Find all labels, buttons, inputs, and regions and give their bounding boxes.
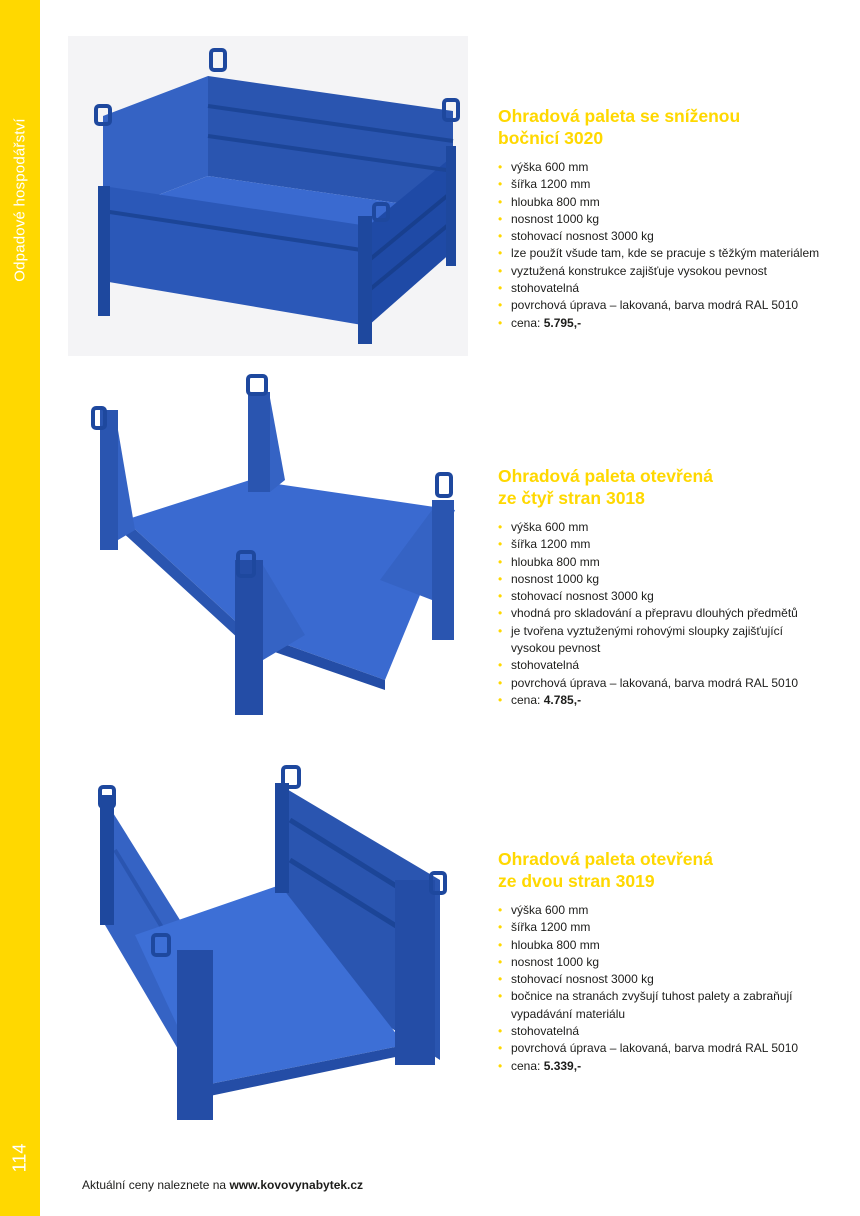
feature-item: • vhodná pro skladování a přepravu dlouhých předmětů: [498, 605, 838, 622]
price-label: cena:: [511, 1058, 544, 1073]
product-info-3019: [498, 848, 838, 1075]
feature-item: • šířka 1200 mm: [498, 919, 838, 936]
price-value: 4.785,-: [543, 692, 582, 707]
product-title-line-1: Ohradová paleta otevřená: [498, 466, 713, 486]
feature-item: • nosnost 1000 kg: [498, 211, 838, 228]
feature-item: • lze použít všude tam, kde se pracuje s těžkým materiálem: [498, 245, 838, 262]
price-item: [498, 1058, 838, 1075]
price-label: cena:: [511, 692, 544, 707]
feature-item: • stohovatelná: [498, 1023, 838, 1040]
product-image-3020: [68, 36, 468, 356]
product-title-line-1: Ohradová paleta otevřená: [498, 849, 713, 869]
product-title-line-2: ze dvou stran 3019: [498, 871, 655, 891]
feature-item: • stohovací nosnost 3000 kg: [498, 588, 838, 605]
feature-item: • výška 600 mm: [498, 519, 838, 536]
sidebar: [0, 0, 40, 1216]
price-value: 5.339,-: [543, 1058, 582, 1073]
footer-text: Aktuální ceny naleznete na: [82, 1178, 230, 1192]
product-title-line-1: Ohradová paleta se sníženou: [498, 106, 741, 126]
website-link[interactable]: www.kovovynabytek.cz: [229, 1178, 364, 1192]
product-title-line-2: ze čtyř stran 3018: [498, 488, 645, 508]
feature-list: [498, 159, 838, 332]
feature-item: • šířka 1200 mm: [498, 536, 838, 553]
price-item: [498, 692, 838, 709]
feature-item: • povrchová úprava – lakovaná, barva modrá RAL 5010: [498, 675, 838, 692]
page-number: 114: [9, 1143, 30, 1173]
product-image-3018: [80, 370, 470, 720]
feature-item: • stohovatelná: [498, 657, 838, 674]
section-title: Odpadové hospodářství: [11, 118, 29, 282]
feature-list: [498, 902, 838, 1075]
feature-item: • stohovatelná: [498, 280, 838, 297]
footer: [82, 1178, 363, 1192]
price-item: [498, 315, 838, 332]
feature-item: • vyztužená konstrukce zajišťuje vysokou pevnost: [498, 263, 838, 280]
feature-item: • bočnice na stranách zvyšují tuhost palety a zabraňují vypadávání materiálu: [498, 988, 811, 1023]
feature-item: • hloubka 800 mm: [498, 554, 838, 571]
feature-item: • stohovací nosnost 3000 kg: [498, 228, 838, 245]
price-value: 5.795,-: [543, 315, 582, 330]
product-title: [498, 465, 838, 509]
product-image-3019: [95, 765, 455, 1125]
product-info-3018: [498, 465, 838, 709]
feature-item: • výška 600 mm: [498, 902, 838, 919]
product-title: [498, 848, 838, 892]
product-info-3020: [498, 105, 838, 332]
feature-item: • stohovací nosnost 3000 kg: [498, 971, 838, 988]
feature-item: • nosnost 1000 kg: [498, 954, 838, 971]
feature-item: • povrchová úprava – lakovaná, barva modrá RAL 5010: [498, 1040, 838, 1057]
feature-item: • nosnost 1000 kg: [498, 571, 838, 588]
feature-item: • hloubka 800 mm: [498, 194, 838, 211]
feature-item: • šířka 1200 mm: [498, 176, 838, 193]
price-label: cena:: [511, 315, 544, 330]
product-title-line-2: bočnicí 3020: [498, 128, 604, 148]
feature-item: • hloubka 800 mm: [498, 937, 838, 954]
feature-item: • výška 600 mm: [498, 159, 838, 176]
feature-item: • je tvořena vyztuženými rohovými sloupky zajišťující vysokou pevnost: [498, 623, 811, 658]
feature-item: • povrchová úprava – lakovaná, barva modrá RAL 5010: [498, 297, 838, 314]
product-title: [498, 105, 838, 149]
feature-list: [498, 519, 838, 709]
